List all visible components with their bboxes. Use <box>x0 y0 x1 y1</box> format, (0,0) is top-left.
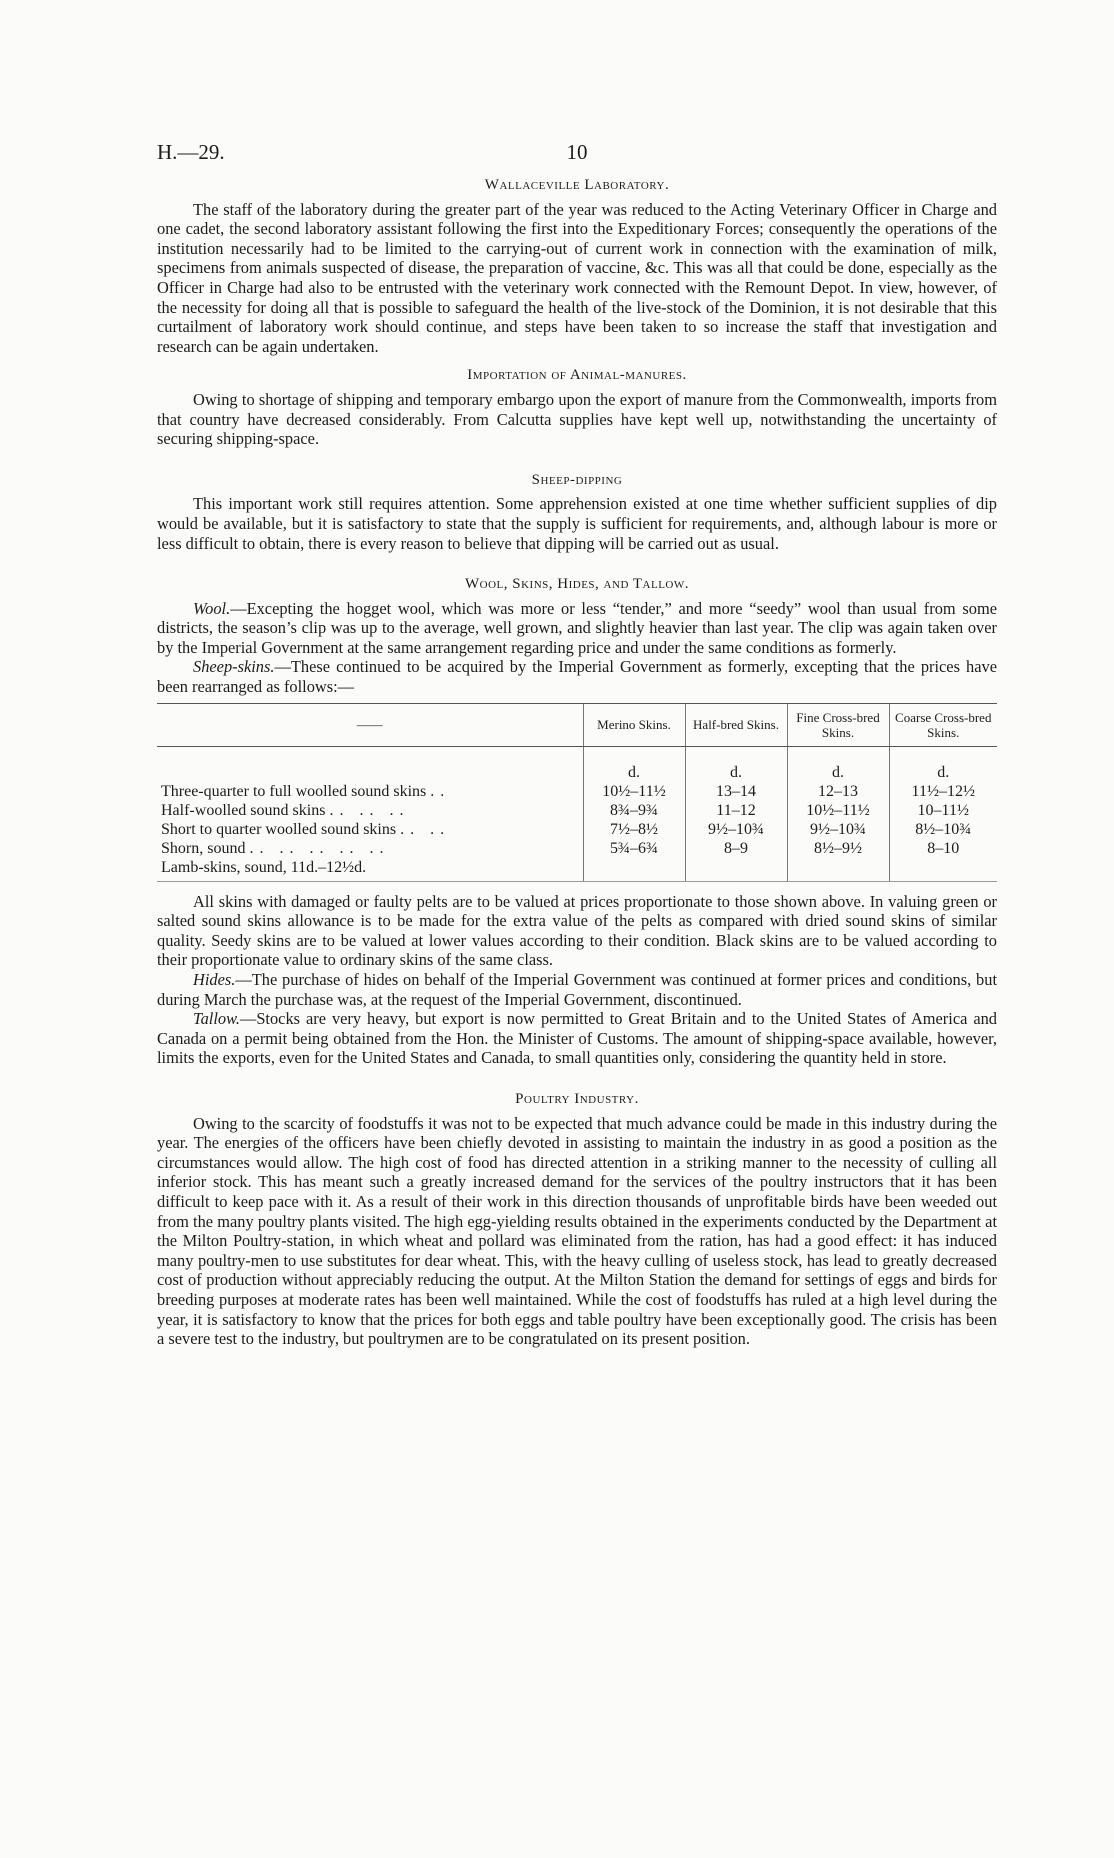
unit-label: d. <box>685 746 787 782</box>
price-cell: 7½–8½ <box>583 820 685 839</box>
skin-prices-table <box>157 703 997 882</box>
price-cell: 8–9 <box>685 839 787 858</box>
report-code: H.—29. <box>157 140 225 164</box>
tallow-label: Tallow. <box>193 1009 240 1029</box>
unit-label: d. <box>787 746 889 782</box>
table-row <box>157 782 997 801</box>
table-row <box>157 839 997 858</box>
table-note-row <box>157 858 997 882</box>
price-cell: 10½–11½ <box>583 782 685 801</box>
price-cell: 5¾–6¾ <box>583 839 685 858</box>
table-row <box>157 801 997 820</box>
section-heading-importation: Importation of Animal-manures. <box>467 367 687 384</box>
price-cell: 8½–9½ <box>787 839 889 858</box>
price-cell: 8½–10¾ <box>889 820 997 839</box>
lamb-skins-note: Lamb-skins, sound, 11d.–12½d. <box>157 858 583 882</box>
hides-text: —The purchase of hides on behalf of the Imperial Government was continued at former prices and conditions, but during March the purchase was, at the request of the Imperial Government, discontinued. <box>157 970 997 1009</box>
price-cell: 8¾–9¾ <box>583 801 685 820</box>
unit-label: d. <box>889 746 997 782</box>
row-label: Shorn, sound .. .. .. .. .. <box>161 839 390 857</box>
tallow-text: —Stocks are very heavy, but export is now permitted to Great Britain and to the United States of America and Canada on a permit being obtained from the Hon. the Minister of Customs. The amount of shipping-space available, however, limits the exports, even for the United States and Canada, to small quantities only, considering the quantity held in store. <box>157 1009 997 1068</box>
price-cell: 8–10 <box>889 839 997 858</box>
paragraph-hides <box>157 970 997 1009</box>
paragraph-sheep-dipping: This important work still requires attention. Some apprehension existed at one time whether sufficient supplies of dip would be available, but it is satisfactory to state that the supply is sufficient for requirements, and, although labour is more or less difficult to obtain, there is every reason to believe that dipping will be carried out as usual. <box>157 494 997 553</box>
price-cell: 10½–11½ <box>787 801 889 820</box>
price-cell: 11–12 <box>685 801 787 820</box>
section-heading-sheep-dipping: Sheep-dipping <box>531 471 623 488</box>
paragraph-sheep-skins <box>157 657 997 696</box>
paragraph-skins-valuation: All skins with damaged or faulty pelts are to be valued at prices proportionate to those shown above. In valuing green or salted sound skins allowance is to be made for the extra value of the pelts as compared with dried sound skins of similar quality. Seedy skins are to be valued at lower values according to their condition. Black skins are to be valued according to their proportionate value to ordinary skins of the same class. <box>157 891 997 970</box>
column-header-merino: Merino Skins. <box>583 703 685 746</box>
table-row <box>157 820 997 839</box>
table-header-row <box>157 703 997 746</box>
paragraph-importation: Owing to shortage of shipping and temporary embargo upon the export of manure from the Commonwealth, imports from that country have decreased considerably. From Calcutta supplies have kept well up, notwithstanding the uncertainty of securing shipping-space. <box>157 389 997 449</box>
price-cell: 13–14 <box>685 782 787 801</box>
paragraph-wallaceville: The staff of the laboratory during the greater part of the year was reduced to the Acting Veterinary Officer in Charge and one cadet, the second laboratory assistant following the first into the Expeditionary Forces; consequently the operations of the institution necessarily had to be limited to the carrying-out of current work in connection with the examination of milk, specimens from animals suspected of disease, the preparation of vaccine, &c. This was all that could be done, especially as the Officer in Charge had also to be entrusted with the veterinary work connected with the Remount Depot. In view, however, of the necessity for doing all that is possible to safeguard the health of the live-stock of the Dominion, it is not desirable that this curtailment of laboratory work should continue, and steps have been taken to so increase the staff that investigation and research can be again undertaken. <box>157 199 997 356</box>
wool-label: Wool. <box>193 598 231 618</box>
table-unit-row <box>157 746 997 782</box>
sheep-skins-text: —These continued to be acquired by the Imperial Government as formerly, excepting that the prices have been rearranged as follows:— <box>157 657 997 697</box>
paragraph-tallow <box>157 1009 997 1068</box>
paragraph-wool <box>157 599 997 658</box>
page-number: 10 <box>566 140 588 164</box>
price-cell: 10–11½ <box>889 801 997 820</box>
row-label: Short to quarter woolled sound skins .. .. <box>161 820 451 838</box>
hides-label: Hides. <box>193 970 236 990</box>
row-label: Half-woolled sound skins .. .. .. <box>161 801 410 819</box>
column-header-fine-cross-bred: Fine Cross-bred Skins. <box>787 703 889 746</box>
price-cell: 12–13 <box>787 782 889 801</box>
page-content <box>157 176 997 1349</box>
paragraph-poultry: Owing to the scarcity of foodstuffs it was not to be expected that much advance could be made in this industry during the year. The energies of the officers have been chiefly devoted in assisting to maintain the industry in as good a position as the circumstances would allow. The high cost of food has directed attention in a striking manner to the necessity of culling all inferior stock. This has meant such a greatly increased demand for the services of the poultry instructors that it has been difficult to keep pace with it. As a result of their work in this direction thousands of unprofitable birds have been weeded out from the many poultry plants visited. The high egg-yielding results obtained in the experiments conducted by the Department at the Milton Poultry-station, in which wheat and pollard was eliminated from the ration, has had a good effect: it has induced many poultry-men to use substitutes for dear wheat. This, with the heavy culling of useless stock, has lead to greatly decreased cost of production without appreciably reducing the output. At the Milton Station the demand for settings of eggs and birds for breeding purposes at moderate rates has been well maintained. While the cost of foodstuffs has ruled at a high level during the year, it is satisfactory to know that the prices for both eggs and table poultry have been exceptionally good. The crisis has been a severe test to the industry, but poultrymen are to be congratulated on its present position. <box>157 1113 997 1349</box>
price-cell: 11½–12½ <box>889 782 997 801</box>
section-heading-wallaceville: Wallaceville Laboratory. <box>484 177 670 193</box>
column-header-coarse-cross-bred: Coarse Cross-bred Skins. <box>889 703 997 746</box>
section-heading-wool-skins: Wool, Skins, Hides, and Tallow. <box>465 576 689 593</box>
price-cell: 9½–10¾ <box>685 820 787 839</box>
page-header <box>157 140 997 168</box>
price-cell: 9½–10¾ <box>787 820 889 839</box>
wool-text: —Excepting the hogget wool, which was more or less “tender,” and more “seedy” wool than usual from some districts, the season’s clip was up to the average, well grown, and slightly heavier than last year. The clip was again taken over by the Imperial Government at the same arrangement regarding price and under the same conditions as formerly. <box>157 598 997 657</box>
section-heading-poultry: Poultry Industry. <box>515 1091 639 1107</box>
unit-label: d. <box>583 746 685 782</box>
row-label: Three-quarter to full woolled sound skins .. <box>161 782 451 800</box>
column-header-half-bred: Half-bred Skins. <box>685 703 787 746</box>
sheep-skins-label: Sheep-skins. <box>193 657 275 677</box>
table-description-header: —— <box>157 703 583 746</box>
